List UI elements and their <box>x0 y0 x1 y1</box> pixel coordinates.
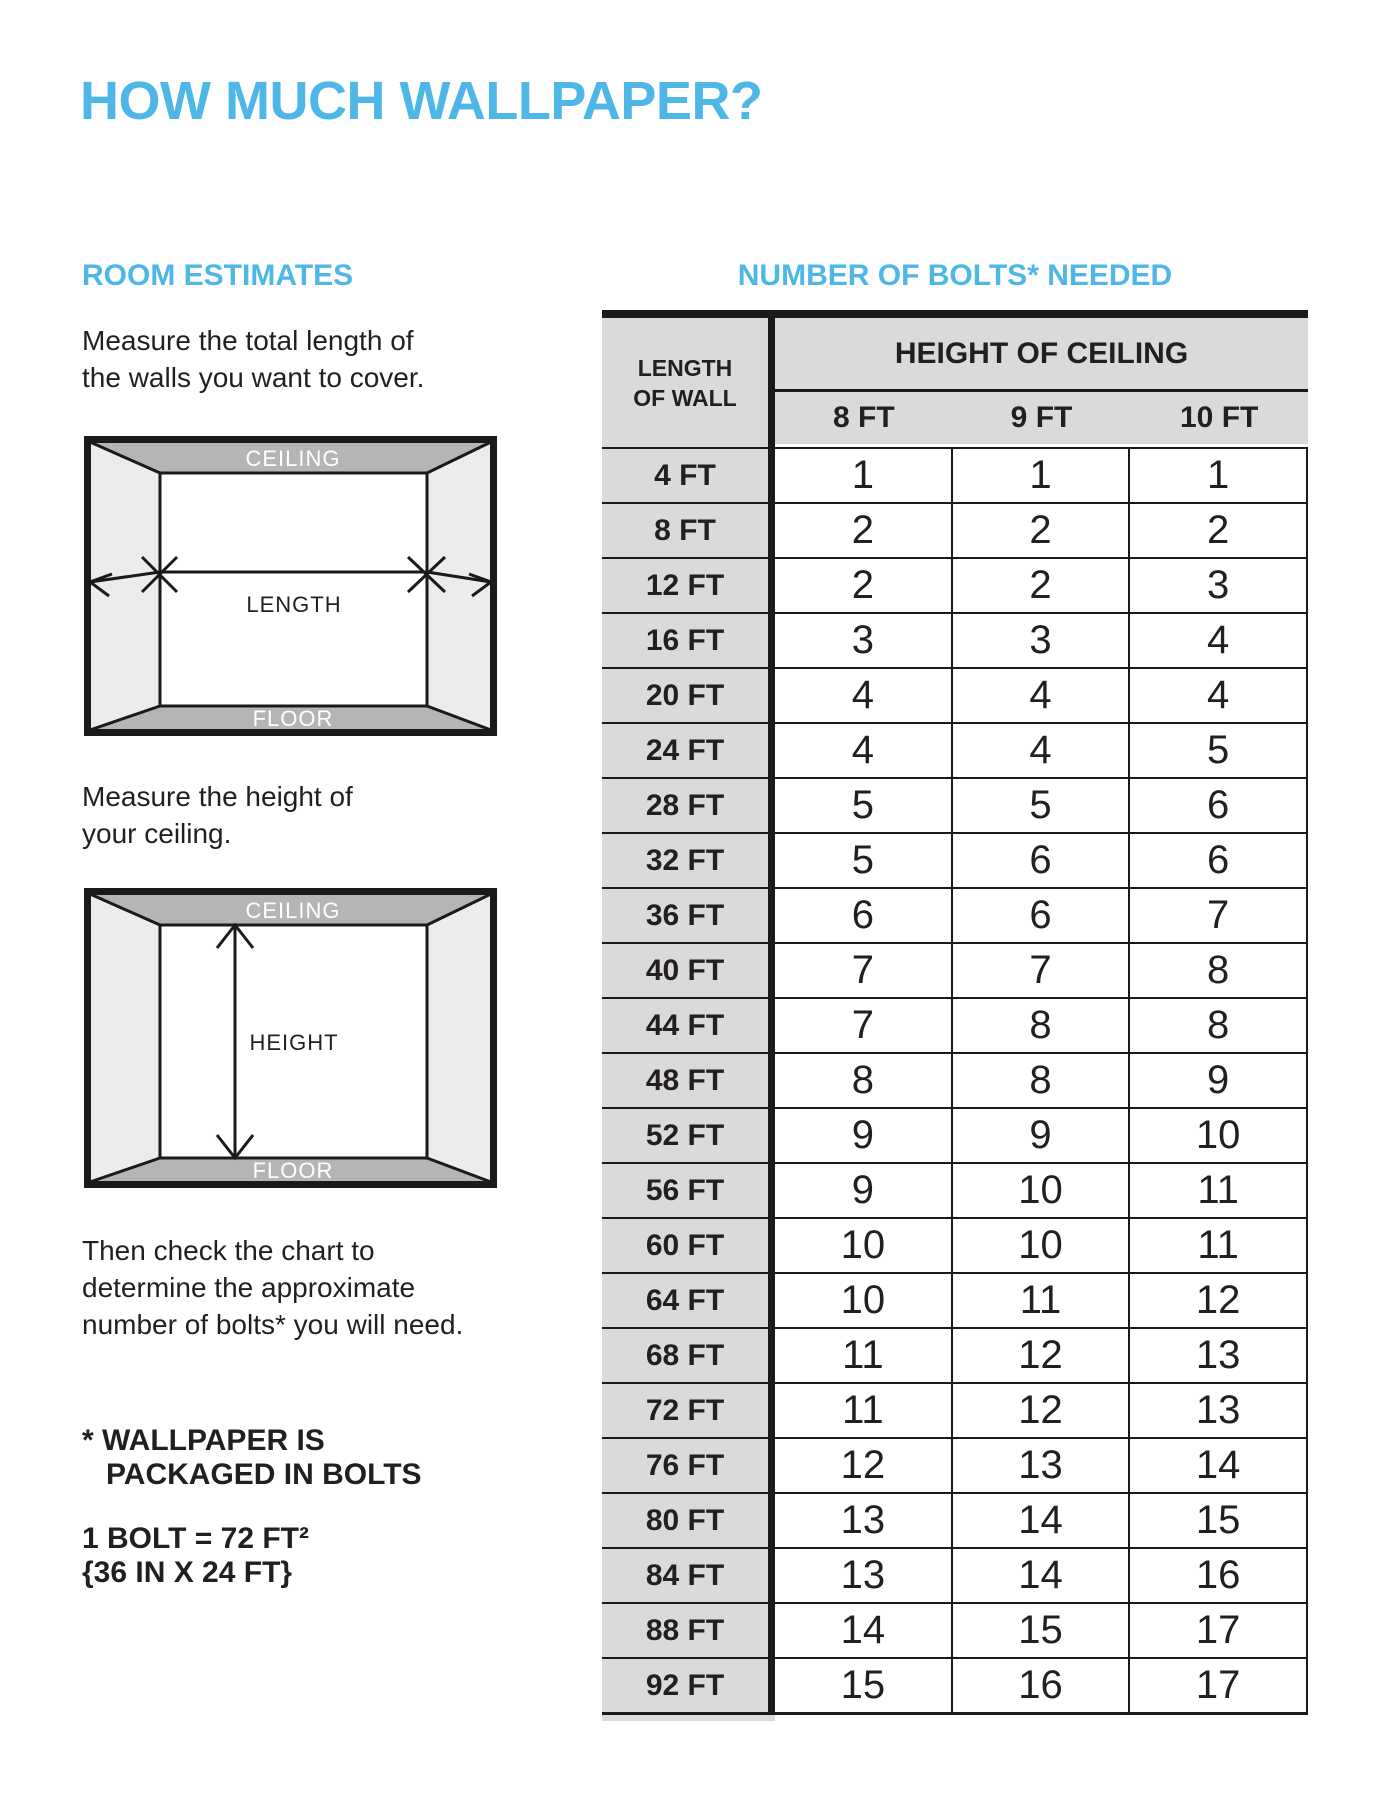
bolt-count-cell: 13 <box>775 1547 951 1602</box>
bolt-count-cell: 9 <box>951 1107 1129 1162</box>
length-room-diagram <box>84 436 497 736</box>
wall-length-label: 56 FT <box>602 1162 775 1217</box>
bolt-count-cell: 5 <box>775 832 951 887</box>
bolt-count-cell: 4 <box>951 722 1129 777</box>
bolt-count-cell: 8 <box>1128 942 1306 997</box>
wall-length-label: 68 FT <box>602 1327 775 1382</box>
room-estimates-heading: ROOM ESTIMATES <box>82 259 354 292</box>
table-row <box>602 1492 1308 1547</box>
row-cells <box>775 612 1308 667</box>
text-line: Then check the chart to <box>82 1235 375 1266</box>
bolt-count-cell: 15 <box>1128 1492 1306 1547</box>
bolt-count-cell: 11 <box>775 1382 951 1437</box>
table-row <box>602 557 1308 612</box>
table-row <box>602 1217 1308 1272</box>
wall-length-label: 8 FT <box>602 502 775 557</box>
column-header-10ft: 10 FT <box>1180 401 1259 434</box>
bolt-count-cell: 11 <box>1128 1217 1306 1272</box>
wall-length-label: 4 FT <box>602 447 775 502</box>
length-of-wall-header <box>602 318 775 447</box>
text-line: the walls you want to cover. <box>82 362 425 393</box>
row-cells <box>775 1547 1308 1602</box>
wall-length-label: 44 FT <box>602 997 775 1052</box>
bolt-count-cell: 8 <box>951 1052 1129 1107</box>
text-line: OF WALL <box>633 384 737 411</box>
text-line: 1 BOLT = 72 FT² <box>82 1522 309 1555</box>
row-cells <box>775 942 1308 997</box>
text-line: determine the approximate <box>82 1272 416 1303</box>
row-cells <box>775 1602 1308 1657</box>
bolt-count-cell: 1 <box>951 447 1129 502</box>
row-cells <box>775 1272 1308 1327</box>
row-cells <box>775 887 1308 942</box>
left-wall-face <box>90 894 160 1182</box>
bolt-count-cell: 10 <box>775 1272 951 1327</box>
bolt-count-cell: 8 <box>775 1052 951 1107</box>
bolts-footnote <box>82 1424 422 1492</box>
bolt-count-cell: 3 <box>951 612 1129 667</box>
row-cells <box>775 1052 1308 1107</box>
bolt-count-cell: 8 <box>1128 997 1306 1052</box>
table-row <box>602 777 1308 832</box>
table-header <box>602 318 1308 447</box>
bolt-count-cell: 3 <box>775 612 951 667</box>
bolt-count-cell: 15 <box>951 1602 1129 1657</box>
bolt-count-cell: 2 <box>775 502 951 557</box>
bolts-table <box>602 310 1308 1721</box>
text-line: your ceiling. <box>82 818 232 849</box>
bolt-count-cell: 12 <box>951 1382 1129 1437</box>
wall-length-label: 20 FT <box>602 667 775 722</box>
table-body <box>602 447 1308 1715</box>
table-row <box>602 1272 1308 1327</box>
wall-length-label: 36 FT <box>602 887 775 942</box>
height-room-diagram <box>84 888 497 1188</box>
text-line: * WALLPAPER IS <box>82 1424 325 1457</box>
row-cells <box>775 722 1308 777</box>
height-of-ceiling-header: HEIGHT OF CEILING <box>775 318 1308 392</box>
bolt-count-cell: 16 <box>951 1657 1129 1712</box>
table-row <box>602 447 1308 502</box>
bolt-count-cell: 2 <box>775 557 951 612</box>
row-cells <box>775 502 1308 557</box>
row-cells <box>775 1382 1308 1437</box>
bolt-count-cell: 13 <box>1128 1327 1306 1382</box>
bolt-count-cell: 9 <box>1128 1052 1306 1107</box>
back-wall <box>160 473 427 706</box>
table-row <box>602 997 1308 1052</box>
wall-length-label: 64 FT <box>602 1272 775 1327</box>
bolt-count-cell: 8 <box>951 997 1129 1052</box>
bolt-count-cell: 13 <box>1128 1382 1306 1437</box>
row-cells <box>775 1327 1308 1382</box>
table-row <box>602 1162 1308 1217</box>
bolt-count-cell: 11 <box>1128 1162 1306 1217</box>
bolt-count-cell: 1 <box>1128 447 1306 502</box>
row-cells <box>775 447 1308 502</box>
bolt-count-cell: 4 <box>1128 612 1306 667</box>
bolt-size-info <box>82 1522 309 1590</box>
wall-length-label: 76 FT <box>602 1437 775 1492</box>
table-row <box>602 1107 1308 1162</box>
table-row <box>602 722 1308 777</box>
row-cells <box>775 1217 1308 1272</box>
table-row <box>602 667 1308 722</box>
bolt-count-cell: 11 <box>775 1327 951 1382</box>
row-cells <box>775 1162 1308 1217</box>
right-wall-face <box>427 894 491 1182</box>
text-line: PACKAGED IN BOLTS <box>106 1458 422 1491</box>
table-row <box>602 1602 1308 1657</box>
check-chart-text <box>82 1232 463 1343</box>
bolt-count-cell: 16 <box>1128 1547 1306 1602</box>
bolt-count-cell: 2 <box>951 557 1129 612</box>
bolt-count-cell: 12 <box>775 1437 951 1492</box>
table-top-bar <box>602 310 1308 318</box>
bolt-count-cell: 6 <box>1128 777 1306 832</box>
table-row <box>602 832 1308 887</box>
bolt-count-cell: 4 <box>951 667 1129 722</box>
table-row <box>602 887 1308 942</box>
row-cells <box>775 557 1308 612</box>
wall-length-label: 92 FT <box>602 1657 775 1712</box>
table-row <box>602 1327 1308 1382</box>
wall-length-label: 80 FT <box>602 1492 775 1547</box>
wall-length-label: 24 FT <box>602 722 775 777</box>
bolt-count-cell: 6 <box>775 887 951 942</box>
wall-length-label: 60 FT <box>602 1217 775 1272</box>
text-line: Measure the height of <box>82 781 353 812</box>
bolt-count-cell: 7 <box>775 997 951 1052</box>
wall-length-label: 12 FT <box>602 557 775 612</box>
wall-length-label: 84 FT <box>602 1547 775 1602</box>
bolt-count-cell: 10 <box>775 1217 951 1272</box>
bolt-count-cell: 9 <box>775 1107 951 1162</box>
ceiling-height-subheader-row <box>775 392 1308 444</box>
bolt-count-cell: 12 <box>1128 1272 1306 1327</box>
bolt-count-cell: 15 <box>775 1657 951 1712</box>
wall-length-label: 48 FT <box>602 1052 775 1107</box>
height-label: HEIGHT <box>249 1030 339 1055</box>
bolt-count-cell: 7 <box>1128 887 1306 942</box>
bolt-count-cell: 5 <box>1128 722 1306 777</box>
row-cells <box>775 1107 1308 1162</box>
column-header-9ft: 9 FT <box>1010 401 1073 434</box>
bolt-count-cell: 10 <box>951 1217 1129 1272</box>
table-row <box>602 1657 1308 1712</box>
table-row <box>602 612 1308 667</box>
bolt-count-cell: 2 <box>1128 502 1306 557</box>
floor-label: FLOOR <box>252 1158 334 1183</box>
ceiling-label: CEILING <box>245 898 341 923</box>
text-line: {36 IN X 24 FT} <box>82 1556 293 1589</box>
row-cells <box>775 1657 1308 1712</box>
ceiling-label: CEILING <box>245 446 341 471</box>
column-header-8ft: 8 FT <box>833 401 895 434</box>
table-row <box>602 1052 1308 1107</box>
bolt-count-cell: 13 <box>775 1492 951 1547</box>
bolt-count-cell: 12 <box>951 1327 1129 1382</box>
wall-length-label: 88 FT <box>602 1602 775 1657</box>
bolt-count-cell: 14 <box>775 1602 951 1657</box>
bolt-count-cell: 9 <box>775 1162 951 1217</box>
row-cells <box>775 1437 1308 1492</box>
bolt-count-cell: 10 <box>1128 1107 1306 1162</box>
bolt-count-cell: 14 <box>951 1547 1129 1602</box>
bolt-count-cell: 5 <box>775 777 951 832</box>
measure-length-text <box>82 322 424 396</box>
bolt-count-cell: 6 <box>951 887 1129 942</box>
bolt-count-cell: 11 <box>951 1272 1129 1327</box>
table-row <box>602 502 1308 557</box>
page-title: HOW MUCH WALLPAPER? <box>80 71 763 131</box>
measure-height-text <box>82 778 353 852</box>
bolt-count-cell: 6 <box>951 832 1129 887</box>
bolt-count-cell: 17 <box>1128 1657 1306 1712</box>
wall-length-label: 40 FT <box>602 942 775 997</box>
table-row <box>602 942 1308 997</box>
row-cells <box>775 667 1308 722</box>
wall-length-label: 32 FT <box>602 832 775 887</box>
row-cells <box>775 777 1308 832</box>
bolt-count-cell: 1 <box>775 447 951 502</box>
table-footer-strip <box>602 1715 775 1721</box>
row-cells <box>775 832 1308 887</box>
wall-length-label: 72 FT <box>602 1382 775 1437</box>
bolt-count-cell: 3 <box>1128 557 1306 612</box>
text-line: Measure the total length of <box>82 325 414 356</box>
bolts-needed-heading: NUMBER OF BOLTS* NEEDED <box>737 259 1173 292</box>
row-cells <box>775 997 1308 1052</box>
bolt-count-cell: 4 <box>775 667 951 722</box>
bolt-count-cell: 6 <box>1128 832 1306 887</box>
floor-label: FLOOR <box>252 706 334 731</box>
text-line: LENGTH <box>637 354 733 381</box>
bolt-count-cell: 2 <box>951 502 1129 557</box>
bolt-count-cell: 17 <box>1128 1602 1306 1657</box>
bolt-count-cell: 10 <box>951 1162 1129 1217</box>
bolt-count-cell: 7 <box>951 942 1129 997</box>
bolt-count-cell: 7 <box>775 942 951 997</box>
table-row <box>602 1547 1308 1602</box>
wall-length-label: 28 FT <box>602 777 775 832</box>
row-cells <box>775 1492 1308 1547</box>
bolt-count-cell: 13 <box>951 1437 1129 1492</box>
table-row <box>602 1437 1308 1492</box>
ceiling-height-header-group <box>775 318 1308 447</box>
table-row <box>602 1382 1308 1437</box>
length-label: LENGTH <box>246 592 342 617</box>
wall-length-label: 52 FT <box>602 1107 775 1162</box>
bolt-count-cell: 5 <box>951 777 1129 832</box>
bolt-count-cell: 4 <box>775 722 951 777</box>
wall-length-label: 16 FT <box>602 612 775 667</box>
bolt-count-cell: 4 <box>1128 667 1306 722</box>
text-line: number of bolts* you will need. <box>82 1309 464 1340</box>
bolt-count-cell: 14 <box>951 1492 1129 1547</box>
bolt-count-cell: 14 <box>1128 1437 1306 1492</box>
